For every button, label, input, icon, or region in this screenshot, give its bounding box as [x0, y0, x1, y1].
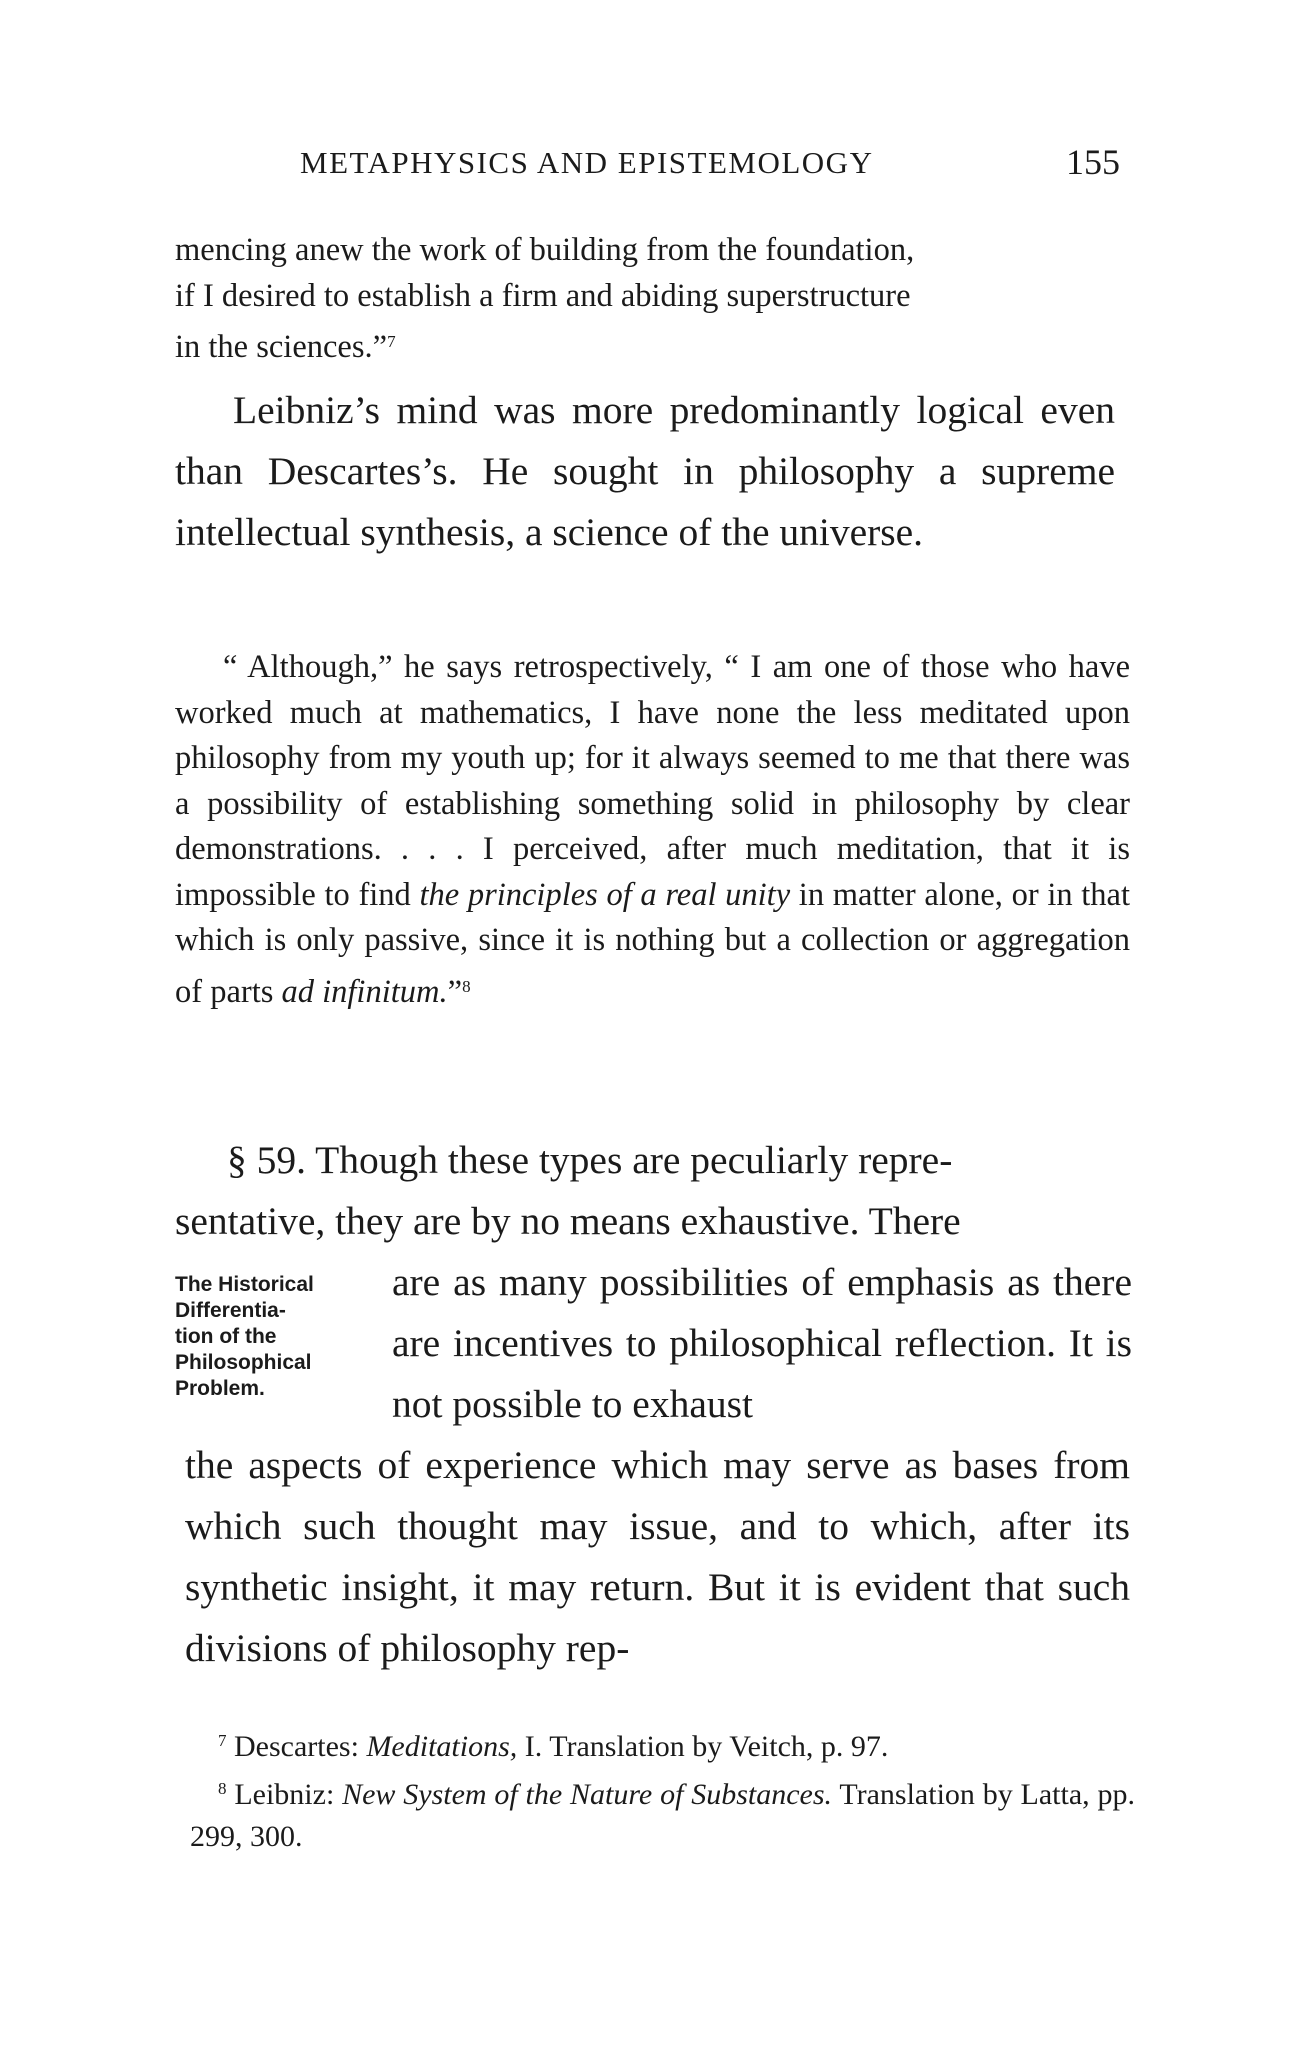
footnote-7-number: 7 — [218, 1731, 227, 1750]
quote-italic-1: the principles of a real unity — [419, 876, 791, 913]
footnote-8-work: New System of the Nature of Substances. — [342, 1778, 833, 1811]
page-number: 155 — [1066, 142, 1120, 182]
quote-part-2: in matter alone, or in that which is only passive, since it is nothing but a collection or aggregation of parts — [175, 876, 1130, 1010]
margin-note-line-2: Differentia- — [175, 1299, 286, 1322]
section-line-1: § 59. Though these types are peculiarly repre- — [227, 1138, 953, 1182]
margin-note-line-4: Philosophical — [175, 1351, 312, 1374]
quote-part-3: ” — [447, 973, 463, 1010]
section-side-text: are as many possibilities of emphasis as there are incentives to philosophical reflection. It is not possible to exhaust — [392, 1260, 1132, 1426]
section-59-continuation — [185, 1435, 1130, 1679]
footnote-8-number: 8 — [218, 1779, 227, 1798]
leibniz-quote — [175, 645, 1130, 1015]
leibniz-paragraph — [175, 380, 1115, 563]
running-header — [300, 142, 1120, 193]
footnote-8-rest: Translation by Latta, pp. 299, 300. — [190, 1778, 1135, 1853]
footnotes — [190, 1720, 1135, 1858]
running-title: METAPHYSICS AND EPISTEMOLOGY — [300, 145, 874, 180]
continued-line-3: in the sciences.” — [175, 329, 388, 365]
margin-note-line-3: tion of the — [175, 1325, 277, 1348]
continued-line-1: mencing anew the work of building from the foundation, — [175, 232, 915, 268]
margin-note — [175, 1272, 355, 1402]
footnote-ref-7: 7 — [387, 332, 396, 351]
footnote-7-rest: I. Translation by Veitch, p. 97. — [517, 1730, 889, 1763]
section-line-2: sentative, they are by no means exhaustive. There — [175, 1199, 961, 1243]
footnote-7-author: Descartes: — [226, 1730, 367, 1763]
leibniz-paragraph-text: Leibniz’s mind was more predominantly logical even than Descartes’s. He sought in philosophy a supreme intellectual synthesis, a science of the universe. — [175, 388, 1115, 554]
quote-part-1: “ Although,” he says retrospectively, “ I am one of those who have worked much at mathematics, I have none the less meditated upon philosophy from my youth up; for it always seemed to me that there was a possibility of establishing something solid in philosophy by clear demonstrations. . . . I perceived, after much meditation, that it is impossible to find — [175, 649, 1130, 913]
footnote-7-work: Meditations, — [366, 1730, 518, 1763]
quote-italic-2: ad infinitum. — [281, 973, 448, 1010]
section-59-side-text — [392, 1252, 1132, 1435]
continued-line-2: if I desired to establish a firm and abiding superstructure — [175, 277, 911, 314]
footnote-8-author: Leibniz: — [226, 1778, 343, 1811]
margin-note-line-1: The Historical — [175, 1273, 314, 1296]
continued-paragraph — [175, 228, 1115, 371]
footnote-7 — [190, 1720, 1135, 1768]
footnote-8 — [190, 1768, 1135, 1858]
footnote-ref-8: 8 — [462, 976, 471, 996]
section-rest-text: the aspects of experience which may serve as bases from which such thought may issue, and to which, after its synthetic insight, it may return. But it is evident that such divisions of philosophy rep- — [185, 1443, 1130, 1670]
section-59-opening — [175, 1130, 1130, 1252]
margin-note-line-5: Problem. — [175, 1377, 265, 1400]
